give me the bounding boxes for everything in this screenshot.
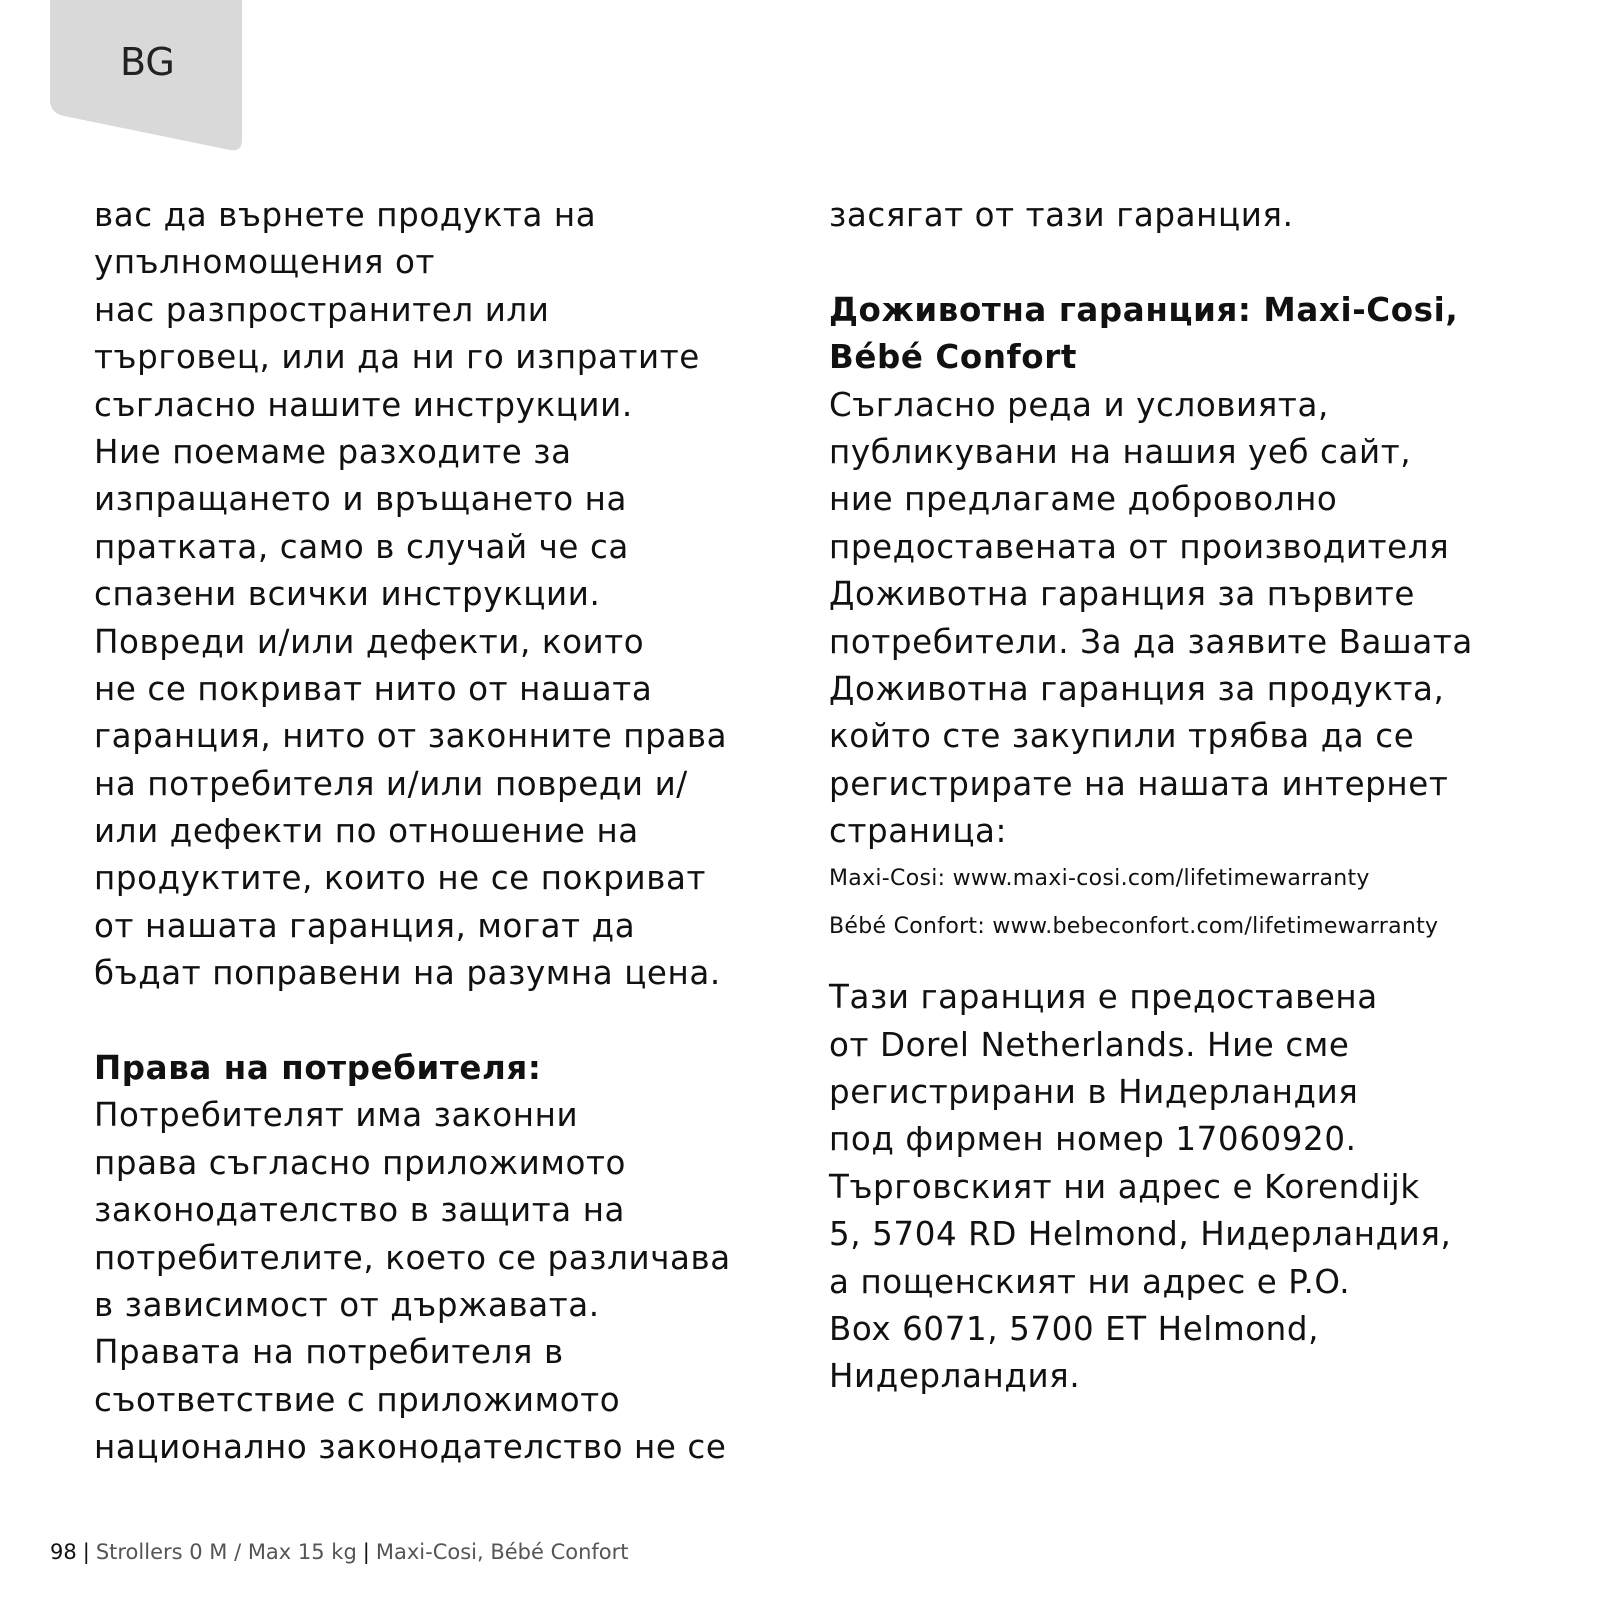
text-line: Повреди и/или дефекти, които [94, 622, 645, 661]
text-line: права съгласно приложимото [94, 1143, 626, 1182]
text-line: Доживотна гаранция за първите [829, 575, 1416, 614]
text-line: Потребителят има законни [94, 1096, 579, 1135]
text-line: продуктите, които не се покриват [94, 859, 707, 898]
lifetime-warranty-heading: Bébé Confort [829, 338, 1077, 377]
footer-divider: | [82, 1540, 90, 1564]
text-line: законодателство в защита на [94, 1191, 626, 1230]
text-line: Търговският ни адрес е Korendijk [829, 1167, 1420, 1206]
text-line: а пощенският ни адрес е P.O. [829, 1262, 1351, 1301]
consumer-rights-heading: Права на потребителя: [94, 1049, 542, 1088]
text-line: не се покриват нито от нашата [94, 669, 653, 708]
page-footer [50, 1540, 629, 1564]
left-paragraph-1 [94, 192, 794, 998]
text-line: под фирмен номер 17060920. [829, 1120, 1357, 1159]
text-line: изпращането и връщането на [94, 480, 627, 519]
text-line: търговец, или да ни го изпратите [94, 338, 700, 377]
text-line: гаранция, нито от законните права [94, 717, 728, 756]
text-line: Нидерландия. [829, 1357, 1081, 1396]
text-line: Ние поемаме разходите за [94, 432, 572, 471]
text-line: 5, 5704 RD Helmond, Нидерландия, [829, 1215, 1452, 1254]
text-line: Доживотна гаранция за продукта, [829, 669, 1445, 708]
right-paragraph-1 [829, 382, 1549, 856]
text-line: Тази гаранция е предоставена [829, 978, 1378, 1017]
lifetime-warranty-heading: Доживотна гаранция: Maxi-Cosi, [829, 290, 1459, 329]
footer-divider: | [362, 1540, 370, 1564]
text-line: публикувани на нашия уеб сайт, [829, 432, 1412, 471]
maxi-cosi-warranty-link[interactable]: Maxi-Cosi: www.maxi-cosi.com/lifetimewarranty [829, 866, 1370, 892]
text-line: потребители. За да заявите Вашата [829, 622, 1473, 661]
text-line: национално законодателство не се [94, 1428, 727, 1467]
language-code: BG [120, 40, 175, 84]
left-paragraph-2 [94, 1092, 794, 1471]
text-line: съответствие с приложимото [94, 1380, 621, 1419]
text-line: на потребителя и/или повреди и/ [94, 764, 688, 803]
text-line: Правата на потребителя в [94, 1333, 564, 1372]
text-line: от нашата гаранция, могат да [94, 906, 636, 945]
right-paragraph-2 [829, 974, 1549, 1401]
text-line: ние предлагаме доброволно [829, 480, 1338, 519]
text-line: бъдат поправени на разумна цена. [94, 954, 721, 993]
language-tab [50, 0, 248, 152]
text-line: съгласно нашите инструкции. [94, 385, 633, 424]
text-line: Съгласно реда и условията, [829, 385, 1329, 424]
text-line: регистрирате на нашата интернет [829, 764, 1449, 803]
footer-brands: Maxi-Cosi, Bébé Confort [375, 1540, 629, 1564]
text-line: предоставената от производителя [829, 527, 1450, 566]
text-line: пратката, само в случай че са [94, 527, 629, 566]
continuation-line: засягат от тази гаранция. [829, 196, 1294, 234]
text-line: от Dorel Netherlands. Ние сме [829, 1025, 1350, 1064]
text-line: упълномощения от [94, 243, 436, 282]
footer-product: Strollers 0 M / Max 15 kg [95, 1540, 357, 1564]
text-line: вас да върнете продукта на [94, 196, 597, 234]
paragraph-gap [829, 239, 1549, 286]
page-number: 98 [50, 1540, 77, 1564]
text-line: страница: [829, 812, 1008, 851]
text-line: Box 6071, 5700 ET Helmond, [829, 1309, 1320, 1348]
paragraph-gap [94, 998, 794, 1045]
text-line: в зависимост от държавата. [94, 1285, 600, 1324]
text-line: нас разпространител или [94, 290, 550, 329]
text-line: спазени всички инструкции. [94, 575, 601, 614]
text-line: потребителите, което се различава [94, 1238, 731, 1277]
left-column [94, 192, 794, 1472]
text-line: който сте закупили трябва да се [829, 717, 1415, 756]
paragraph-gap [829, 950, 1549, 974]
right-column [829, 192, 1549, 1401]
text-line: или дефекти по отношение на [94, 812, 639, 851]
bebe-confort-warranty-link[interactable]: Bébé Confort: www.bebeconfort.com/lifetimewarranty [829, 913, 1439, 939]
text-line: регистрирани в Нидерландия [829, 1073, 1359, 1112]
